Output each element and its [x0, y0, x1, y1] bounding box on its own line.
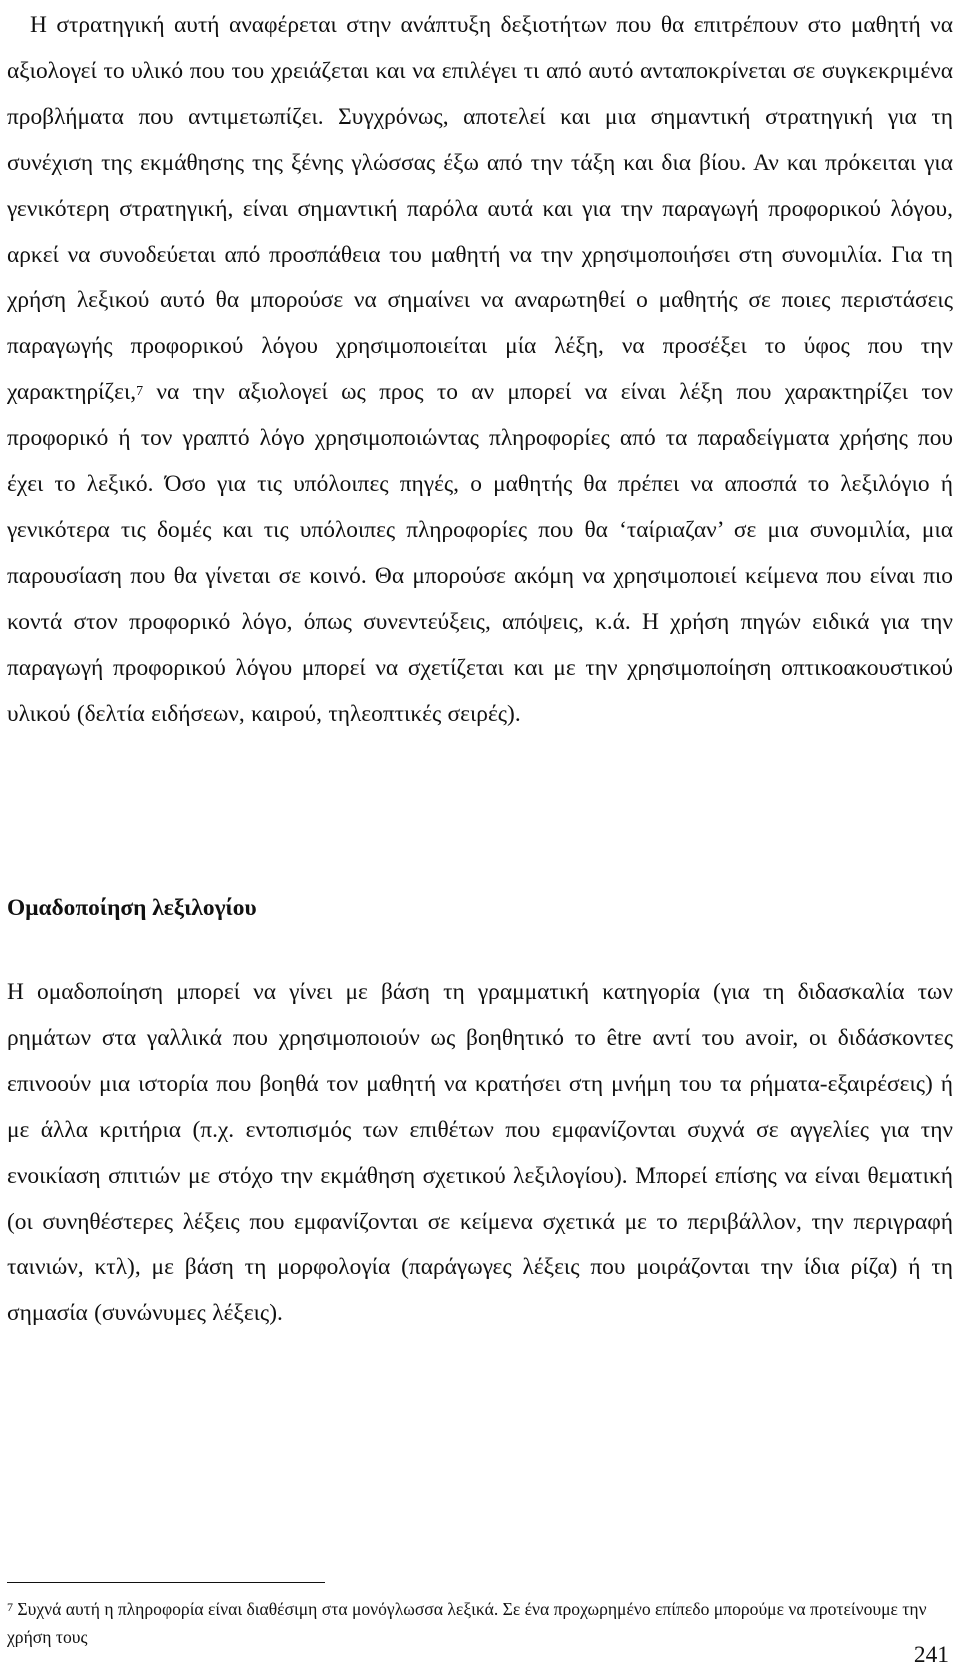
footnote-text: Συχνά αυτή η πληροφορία είναι διαθέσιμη στα μονόγλωσσα λεξικά. Σε ένα προχωρημένο επίπεδο μπορούμε να προτείνουμε την χρήση τους — [7, 1599, 927, 1647]
document-page — [7, 0, 953, 1678]
section-heading: Ομαδοποίηση λεξιλογίου — [7, 895, 257, 921]
body-paragraph-2: Η ομαδοποίηση μπορεί να γίνει με βάση τη γραμματική κατηγορία (για τη διδασκαλία των ρημάτων στα γαλλικά που χρησιμοποιούν ως βοηθητικό το être αντί του avoir, οι διδάσκοντες επινοούν μια ιστορία που βοηθά τον μαθητή να κρατήσει στη μνήμη του τα ρήματα-εξαιρέσεις) ή με άλλα κριτήρια (π.χ. εντοπισμός των επιθέτων που εμφανίζονται συχνά σε αγγελίες για την ενοικίαση σπιτιών με στόχο την εκμάθηση σχετικού λεξιλογίου). Μπορεί επίσης να είναι θεματική (οι συνηθέστερες λέξεις που εμφανίζονται σε κείμενα σχετικά με το περιβάλλον, την περιγραφή ταινιών, κτλ), με βάση τη μορφολογία (παράγωγες λέξεις που μοιράζονται την ίδια ρίζα) ή τη σημασία (συνώνυμες λέξεις). — [7, 979, 953, 1327]
paragraph-1-text-start: Η στρατηγική αυτή αναφέρεται στην ανάπτυξη δεξιοτήτων που θα επιτρέπουν στο μαθητή να αξιολογεί το υλικό που του χρειάζεται και να επιλέγει τι από αυτό ανταποκρίνεται σε συγκεκριμένα προβλήματα που αντιμετωπίζει. Συγχρόνως, αποτελεί και μια σημαντική στρατηγική για τη συνέχιση της εκμάθησης της ξένης γλώσσας έξω από την τάξη και δια βίου. Αν και πρόκειται για γενικότερη στρατηγική, είναι σημαντική παρόλα αυτά και για την παραγωγή προφορικού λόγου, αρκεί να συνοδεύεται από προσπάθεια του μαθητή να την χρησιμοποιήσει στη συνομιλία. Για τη χρήση λεξικού αυτό θα μπορούσε να σημαίνει να αναρωτηθεί ο μαθητής σε ποιες περιστάσεις παραγωγής προφορικού λόγου χρησιμοποιείται μία λέξη, να προσέξει το ύφος που την χαρακτηρίζει, — [7, 12, 953, 406]
footnote — [7, 1595, 953, 1651]
footnote-marker: 7 — [7, 1600, 13, 1614]
page-number: 241 — [913, 1642, 949, 1668]
paragraph-1-text-end: να την αξιολογεί ως προς το αν μπορεί να είναι λέξη που χαρακτηρίζει τον προφορικό ή τον γραπτό λόγο χρησιμοποιώντας πληροφορίες από τα παραδείγματα χρήσης που έχει το λεξικό. Όσο για τις υπόλοιπες πηγές, ο μαθητής θα πρέπει να αποσπά το λεξιλόγιο ή γενικότερα τις δομές και τις υπόλοιπες πληροφορίες που θα ‘ταίριαζαν’ σε μια συνομιλία, μια παρουσίαση που θα γίνεται σε κοινό. Θα μπορούσε ακόμη να χρησιμοποιεί κείμενα που είναι πιο κοντά στον προφορικό λόγο, όπως συνεντεύξεις, απόψεις, κ.ά. Η χρήση πηγών ειδικά για την παραγωγή προφορικού λόγου μπορεί να σχετίζεται και με την χρησιμοποίηση οπτικοακουστικού υλικού (δελτία ειδήσεων, καιρού, τηλεοπτικές σειρές). — [7, 379, 953, 727]
footnote-separator — [7, 1582, 325, 1583]
footnote-reference: 7 — [136, 384, 144, 400]
body-paragraph-1 — [7, 3, 953, 738]
